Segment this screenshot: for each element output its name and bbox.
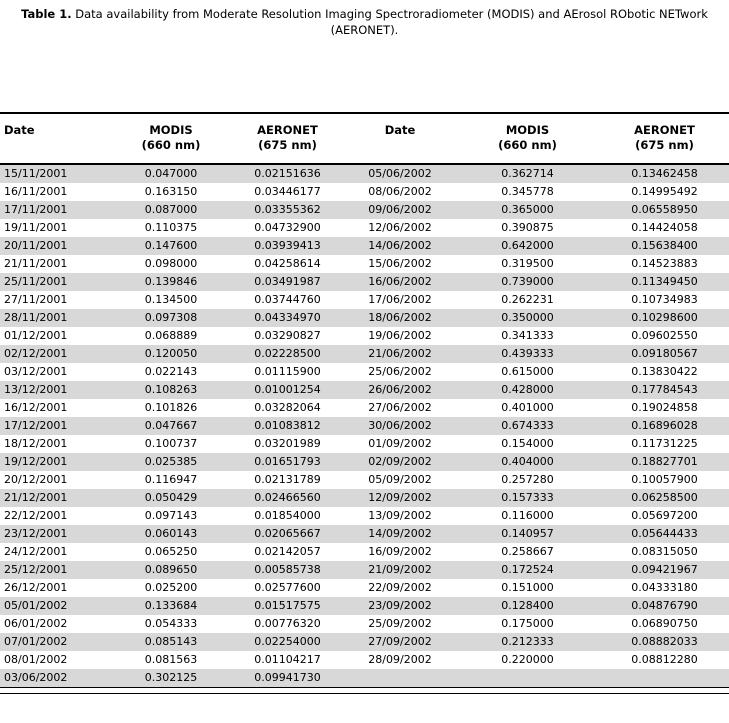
date-cell: 27/06/2002 xyxy=(368,401,432,414)
aeronet-value-cell: 0.01104217 xyxy=(254,653,321,666)
aeronet-value-cell: 0.01517575 xyxy=(254,599,321,612)
modis-value-cell: 0.098000 xyxy=(144,257,198,270)
modis-value-cell: 0.081563 xyxy=(144,653,198,666)
date-cell: 16/06/2002 xyxy=(368,275,432,288)
aeronet-value-cell: 0.03939413 xyxy=(254,239,321,252)
header-modis-right-wavelength: (660 nm) xyxy=(498,138,557,152)
aeronet-value-cell: 0.05697200 xyxy=(631,509,698,522)
table-caption-label: Table 1. xyxy=(21,7,72,21)
aeronet-value-cell: 0.02065667 xyxy=(254,527,321,540)
aeronet-value-cell: 0.08812280 xyxy=(631,653,698,666)
data-table-container xyxy=(0,112,729,694)
modis-value-cell: 0.060143 xyxy=(144,527,198,540)
modis-value-cell: 0.401000 xyxy=(501,401,554,414)
aeronet-value-cell: 0.09180567 xyxy=(631,347,698,360)
aeronet-value-cell: 0.06258500 xyxy=(631,491,698,504)
table-row xyxy=(0,309,729,327)
modis-value-cell: 0.140957 xyxy=(501,527,554,540)
aeronet-value-cell: 0.02228500 xyxy=(254,347,321,360)
table-row xyxy=(0,399,729,417)
aeronet-value-cell: 0.11731225 xyxy=(631,437,698,450)
date-cell: 22/12/2001 xyxy=(4,509,68,522)
aeronet-value-cell: 0.01083812 xyxy=(254,419,321,432)
modis-value-cell: 0.050429 xyxy=(144,491,198,504)
aeronet-value-cell: 0.03282064 xyxy=(254,401,321,414)
modis-value-cell: 0.341333 xyxy=(501,329,554,342)
modis-value-cell: 0.220000 xyxy=(501,653,554,666)
modis-value-cell: 0.262231 xyxy=(501,293,554,306)
table-row xyxy=(0,363,729,381)
date-cell: 05/06/2002 xyxy=(368,167,432,180)
modis-value-cell: 0.157333 xyxy=(501,491,554,504)
aeronet-value-cell: 0.10298600 xyxy=(631,311,698,324)
table-row xyxy=(0,345,729,363)
modis-value-cell: 0.022143 xyxy=(144,365,198,378)
date-cell: 06/01/2002 xyxy=(4,617,68,630)
date-cell: 12/06/2002 xyxy=(368,221,432,234)
modis-value-cell: 0.362714 xyxy=(501,167,554,180)
aeronet-value-cell: 0.01001254 xyxy=(254,383,321,396)
modis-value-cell: 0.097143 xyxy=(144,509,198,522)
date-cell xyxy=(345,669,455,687)
date-cell: 17/11/2001 xyxy=(4,203,68,216)
modis-value-cell: 0.345778 xyxy=(501,185,554,198)
aeronet-value-cell: 0.05644433 xyxy=(631,527,698,540)
data-table xyxy=(0,112,729,687)
aeronet-value-cell: 0.01854000 xyxy=(254,509,321,522)
table-row xyxy=(0,633,729,651)
date-cell: 21/09/2002 xyxy=(368,563,432,576)
modis-value-cell: 0.172524 xyxy=(501,563,554,576)
header-date-left-label: Date xyxy=(4,123,35,137)
aeronet-value-cell: 0.13830422 xyxy=(631,365,698,378)
date-cell: 02/09/2002 xyxy=(368,455,432,468)
aeronet-value-cell: 0.04258614 xyxy=(254,257,321,270)
table-row xyxy=(0,471,729,489)
modis-value-cell: 0.674333 xyxy=(501,419,554,432)
date-cell: 16/09/2002 xyxy=(368,545,432,558)
date-cell: 23/12/2001 xyxy=(4,527,68,540)
date-cell: 26/12/2001 xyxy=(4,581,68,594)
header-modis-left-label: MODIS xyxy=(149,123,193,137)
modis-value-cell: 0.025385 xyxy=(144,455,198,468)
modis-value-cell: 0.212333 xyxy=(501,635,554,648)
date-cell: 16/12/2001 xyxy=(4,401,68,414)
modis-value-cell: 0.054333 xyxy=(144,617,198,630)
date-cell: 03/06/2002 xyxy=(4,671,68,684)
table-caption xyxy=(0,0,729,38)
modis-value-cell: 0.068889 xyxy=(144,329,198,342)
date-cell: 08/01/2002 xyxy=(4,653,68,666)
table-row xyxy=(0,489,729,507)
date-cell: 18/06/2002 xyxy=(368,311,432,324)
table-row xyxy=(0,615,729,633)
date-cell: 20/11/2001 xyxy=(4,239,68,252)
table-row xyxy=(0,453,729,471)
date-cell: 14/06/2002 xyxy=(368,239,432,252)
modis-value-cell: 0.047000 xyxy=(144,167,198,180)
modis-value-cell: 0.615000 xyxy=(501,365,554,378)
date-cell: 05/09/2002 xyxy=(368,473,432,486)
date-cell: 27/09/2002 xyxy=(368,635,432,648)
aeronet-value-cell: 0.18827701 xyxy=(631,455,698,468)
aeronet-value-cell: 0.16896028 xyxy=(631,419,698,432)
date-cell: 25/11/2001 xyxy=(4,275,68,288)
modis-value-cell: 0.163150 xyxy=(144,185,198,198)
aeronet-value-cell: 0.08882033 xyxy=(631,635,698,648)
modis-value-cell: 0.025200 xyxy=(144,581,198,594)
aeronet-value-cell xyxy=(600,669,729,687)
modis-value-cell: 0.100737 xyxy=(144,437,198,450)
modis-value-cell xyxy=(455,669,600,687)
date-cell: 08/06/2002 xyxy=(368,185,432,198)
date-cell: 28/09/2002 xyxy=(368,653,432,666)
date-cell: 01/09/2002 xyxy=(368,437,432,450)
modis-value-cell: 0.089650 xyxy=(144,563,198,576)
header-aeronet-left-label: AERONET xyxy=(257,123,318,137)
table-header xyxy=(0,113,729,164)
date-cell: 07/01/2002 xyxy=(4,635,68,648)
table-row xyxy=(0,164,729,183)
date-cell: 15/11/2001 xyxy=(4,167,68,180)
table-row xyxy=(0,597,729,615)
header-aeronet-right-wavelength: (675 nm) xyxy=(635,138,694,152)
date-cell: 13/12/2001 xyxy=(4,383,68,396)
table-caption-text: Data availability from Moderate Resolution Imaging Spectroradiometer (MODIS) and AErosol RObotic NETwork (AERONET). xyxy=(75,7,708,37)
aeronet-value-cell: 0.00776320 xyxy=(254,617,321,630)
aeronet-value-cell: 0.01651793 xyxy=(254,455,321,468)
modis-value-cell: 0.116947 xyxy=(144,473,198,486)
modis-value-cell: 0.047667 xyxy=(144,419,198,432)
aeronet-value-cell: 0.09602550 xyxy=(631,329,698,342)
aeronet-value-cell: 0.02466560 xyxy=(254,491,321,504)
modis-value-cell: 0.147600 xyxy=(144,239,198,252)
table-bottom-rule-lower xyxy=(0,693,729,694)
modis-value-cell: 0.108263 xyxy=(144,383,198,396)
date-cell: 28/11/2001 xyxy=(4,311,68,324)
modis-value-cell: 0.302125 xyxy=(144,671,198,684)
modis-value-cell: 0.116000 xyxy=(501,509,554,522)
aeronet-value-cell: 0.06890750 xyxy=(631,617,698,630)
aeronet-value-cell: 0.02254000 xyxy=(254,635,321,648)
modis-value-cell: 0.101826 xyxy=(144,401,198,414)
aeronet-value-cell: 0.17784543 xyxy=(631,383,698,396)
date-cell: 16/11/2001 xyxy=(4,185,68,198)
modis-value-cell: 0.350000 xyxy=(501,311,554,324)
aeronet-value-cell: 0.09941730 xyxy=(254,671,321,684)
date-cell: 24/12/2001 xyxy=(4,545,68,558)
date-cell: 09/06/2002 xyxy=(368,203,432,216)
aeronet-value-cell: 0.08315050 xyxy=(631,545,698,558)
date-cell: 25/06/2002 xyxy=(368,365,432,378)
header-modis-left xyxy=(112,113,230,164)
aeronet-value-cell: 0.04333180 xyxy=(631,581,698,594)
date-cell: 19/12/2001 xyxy=(4,455,68,468)
aeronet-value-cell: 0.02131789 xyxy=(254,473,321,486)
table-row xyxy=(0,417,729,435)
date-cell: 17/12/2001 xyxy=(4,419,68,432)
date-cell: 03/12/2001 xyxy=(4,365,68,378)
aeronet-value-cell: 0.10734983 xyxy=(631,293,698,306)
date-cell: 12/09/2002 xyxy=(368,491,432,504)
date-cell: 18/12/2001 xyxy=(4,437,68,450)
modis-value-cell: 0.739000 xyxy=(501,275,554,288)
aeronet-value-cell: 0.00585738 xyxy=(254,563,321,576)
date-cell: 27/11/2001 xyxy=(4,293,68,306)
modis-value-cell: 0.110375 xyxy=(144,221,198,234)
table-row xyxy=(0,327,729,345)
aeronet-value-cell: 0.04732900 xyxy=(254,221,321,234)
header-date-right xyxy=(345,113,455,164)
table-row xyxy=(0,579,729,597)
modis-value-cell: 0.365000 xyxy=(501,203,554,216)
date-cell: 21/11/2001 xyxy=(4,257,68,270)
modis-value-cell: 0.133684 xyxy=(144,599,198,612)
aeronet-value-cell: 0.02577600 xyxy=(254,581,321,594)
date-cell: 25/09/2002 xyxy=(368,617,432,630)
modis-value-cell: 0.175000 xyxy=(501,617,554,630)
date-cell: 26/06/2002 xyxy=(368,383,432,396)
aeronet-value-cell: 0.03355362 xyxy=(254,203,321,216)
modis-value-cell: 0.404000 xyxy=(501,455,554,468)
date-cell: 19/11/2001 xyxy=(4,221,68,234)
modis-value-cell: 0.120050 xyxy=(144,347,198,360)
table-row xyxy=(0,435,729,453)
table-row xyxy=(0,219,729,237)
table-row xyxy=(0,651,729,669)
aeronet-value-cell: 0.03744760 xyxy=(254,293,321,306)
modis-value-cell: 0.390875 xyxy=(501,221,554,234)
date-cell: 05/01/2002 xyxy=(4,599,68,612)
date-cell: 30/06/2002 xyxy=(368,419,432,432)
aeronet-value-cell: 0.10057900 xyxy=(631,473,698,486)
table-row xyxy=(0,669,729,687)
aeronet-value-cell: 0.03290827 xyxy=(254,329,321,342)
aeronet-value-cell: 0.04334970 xyxy=(254,311,321,324)
aeronet-value-cell: 0.04876790 xyxy=(631,599,698,612)
header-aeronet-left xyxy=(230,113,345,164)
aeronet-value-cell: 0.09421967 xyxy=(631,563,698,576)
table-row xyxy=(0,381,729,399)
table-row xyxy=(0,237,729,255)
table-row xyxy=(0,183,729,201)
table-row xyxy=(0,291,729,309)
aeronet-value-cell: 0.01115900 xyxy=(254,365,321,378)
header-date-left xyxy=(0,113,112,164)
aeronet-value-cell: 0.02142057 xyxy=(254,545,321,558)
modis-value-cell: 0.439333 xyxy=(501,347,554,360)
date-cell: 14/09/2002 xyxy=(368,527,432,540)
modis-value-cell: 0.428000 xyxy=(501,383,554,396)
aeronet-value-cell: 0.06558950 xyxy=(631,203,698,216)
table-row xyxy=(0,507,729,525)
modis-value-cell: 0.134500 xyxy=(144,293,198,306)
aeronet-value-cell: 0.14995492 xyxy=(631,185,698,198)
table-row xyxy=(0,273,729,291)
date-cell: 17/06/2002 xyxy=(368,293,432,306)
modis-value-cell: 0.642000 xyxy=(501,239,554,252)
date-cell: 21/12/2001 xyxy=(4,491,68,504)
aeronet-value-cell: 0.14424058 xyxy=(631,221,698,234)
aeronet-value-cell: 0.14523883 xyxy=(631,257,698,270)
table-row xyxy=(0,201,729,219)
header-modis-left-wavelength: (660 nm) xyxy=(141,138,201,152)
date-cell: 19/06/2002 xyxy=(368,329,432,342)
header-aeronet-right xyxy=(600,113,729,164)
aeronet-value-cell: 0.03201989 xyxy=(254,437,321,450)
date-cell: 22/09/2002 xyxy=(368,581,432,594)
modis-value-cell: 0.151000 xyxy=(501,581,554,594)
aeronet-value-cell: 0.15638400 xyxy=(631,239,698,252)
date-cell: 25/12/2001 xyxy=(4,563,68,576)
modis-value-cell: 0.154000 xyxy=(501,437,554,450)
modis-value-cell: 0.097308 xyxy=(144,311,198,324)
table-row xyxy=(0,525,729,543)
modis-value-cell: 0.319500 xyxy=(501,257,554,270)
table-row xyxy=(0,543,729,561)
header-date-right-label: Date xyxy=(384,123,416,137)
modis-value-cell: 0.257280 xyxy=(501,473,554,486)
modis-value-cell: 0.128400 xyxy=(501,599,554,612)
date-cell: 20/12/2001 xyxy=(4,473,68,486)
table-row xyxy=(0,255,729,273)
date-cell: 01/12/2001 xyxy=(4,329,68,342)
header-aeronet-right-label: AERONET xyxy=(634,123,695,137)
header-aeronet-left-wavelength: (675 nm) xyxy=(258,138,317,152)
date-cell: 23/09/2002 xyxy=(368,599,432,612)
date-cell: 13/09/2002 xyxy=(368,509,432,522)
aeronet-value-cell: 0.03446177 xyxy=(254,185,321,198)
aeronet-value-cell: 0.13462458 xyxy=(631,167,698,180)
modis-value-cell: 0.065250 xyxy=(144,545,198,558)
header-modis-right-label: MODIS xyxy=(505,123,550,137)
aeronet-value-cell: 0.02151636 xyxy=(254,167,321,180)
aeronet-value-cell: 0.11349450 xyxy=(631,275,698,288)
header-modis-right xyxy=(455,113,600,164)
modis-value-cell: 0.085143 xyxy=(144,635,198,648)
aeronet-value-cell: 0.19024858 xyxy=(631,401,698,414)
date-cell: 21/06/2002 xyxy=(368,347,432,360)
table-body xyxy=(0,164,729,687)
modis-value-cell: 0.087000 xyxy=(144,203,198,216)
table-row xyxy=(0,561,729,579)
date-cell: 15/06/2002 xyxy=(368,257,432,270)
date-cell: 02/12/2001 xyxy=(4,347,68,360)
modis-value-cell: 0.139846 xyxy=(144,275,198,288)
aeronet-value-cell: 0.03491987 xyxy=(254,275,321,288)
modis-value-cell: 0.258667 xyxy=(501,545,554,558)
